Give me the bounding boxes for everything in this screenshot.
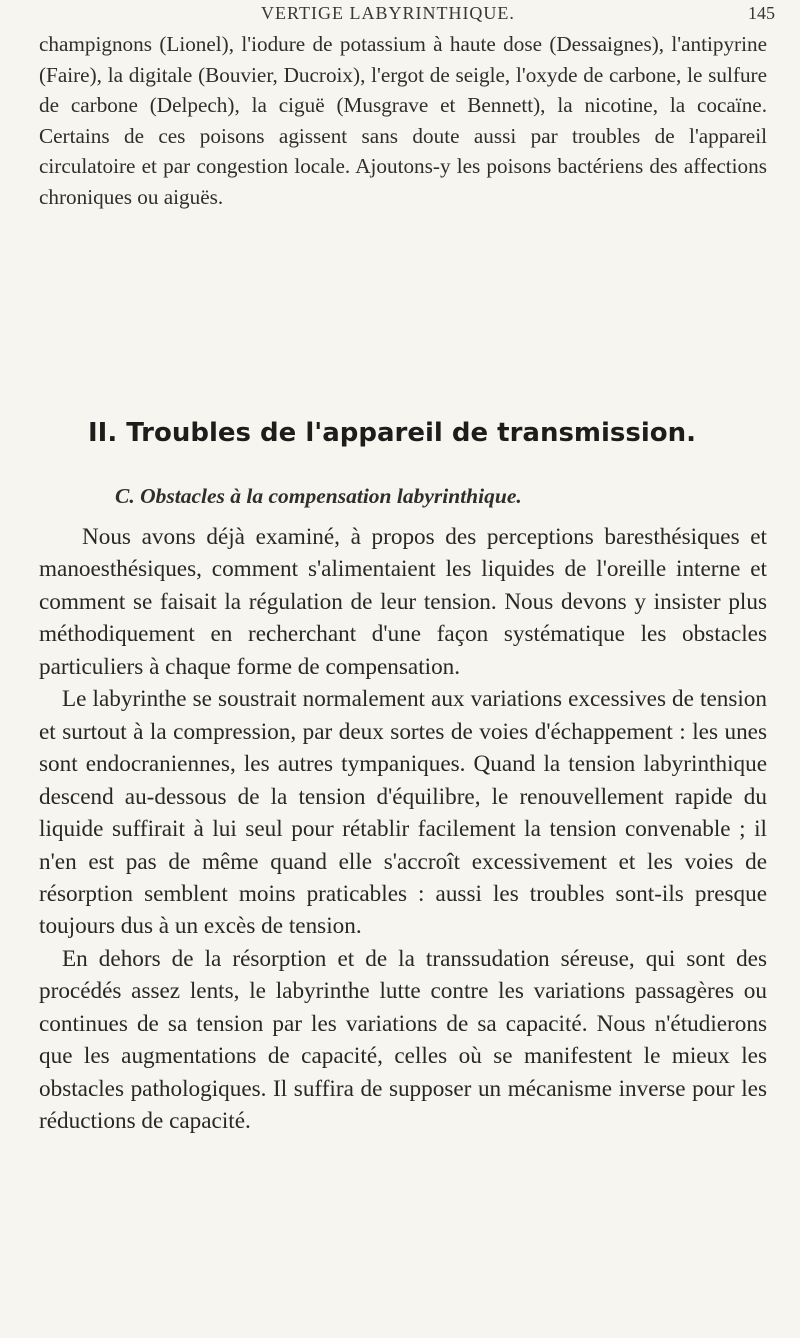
article-body	[39, 521, 767, 1138]
page-number: 145	[748, 3, 775, 23]
section-heading: II. Troubles de l'appareil de transmission.	[88, 418, 697, 449]
intro-section	[39, 29, 767, 212]
subheading: C. Obstacles à la compensation labyrinthique.	[115, 483, 522, 508]
running-title: VERTIGE LABYRINTHIQUE.	[261, 3, 515, 23]
body-paragraph-1: Nous avons déjà examiné, à propos des perceptions baresthésiques et manoesthésiques, comment s'alimentaient les liquides de l'oreille interne et comment se faisait la régulation de leur tension. Nous devons y insister plus méthodiquement en recherchant d'une façon systématique les obstacles particuliers à chaque forme de compensation.	[39, 524, 767, 680]
intro-paragraph: champignons (Lionel), l'iodure de potassium à haute dose (Dessaignes), l'antipyrine (Faire), la digitale (Bouvier, Ducroix), l'ergot de seigle, l'oxyde de carbone, le sulfure de carbone (Delpech), la ciguë (Musgrave et Bennett), la nicotine, la cocaïne. Certains de ces poisons agissent sans doute aussi par troubles de l'appareil circulatoire et par congestion locale. Ajoutons-y les poisons bactériens des affections chroniques ou aiguës.	[39, 32, 767, 209]
body-paragraph-2: Le labyrinthe se soustrait normalement aux variations excessives de tension et surtout à la compression, par deux sortes de voies d'échappement : les unes sont endocraniennes, les autres tympaniques. Quand la tension labyrinthique descend au-dessous de la tension d'équilibre, le renouvellement rapide du liquide suffirait à lui seul pour rétablir facilement la tension convenable ; il n'en est pas de même quand elle s'accroît excessivement et les voies de résorption semblent moins praticables : aussi les troubles sont-ils presque toujours dus à un excès de tension.	[39, 686, 767, 940]
running-header	[0, 3, 800, 31]
body-paragraph-3: En dehors de la résorption et de la transsudation séreuse, qui sont des procédés assez lents, le labyrinthe lutte contre les variations passagères ou continues de sa tension par les variations de sa capacité. Nous n'étudierons que les augmentations de capacité, celles où se manifestent le mieux les obstacles pathologiques. Il suffira de supposer un mécanisme inverse pour les réductions de capacité.	[39, 945, 767, 1135]
